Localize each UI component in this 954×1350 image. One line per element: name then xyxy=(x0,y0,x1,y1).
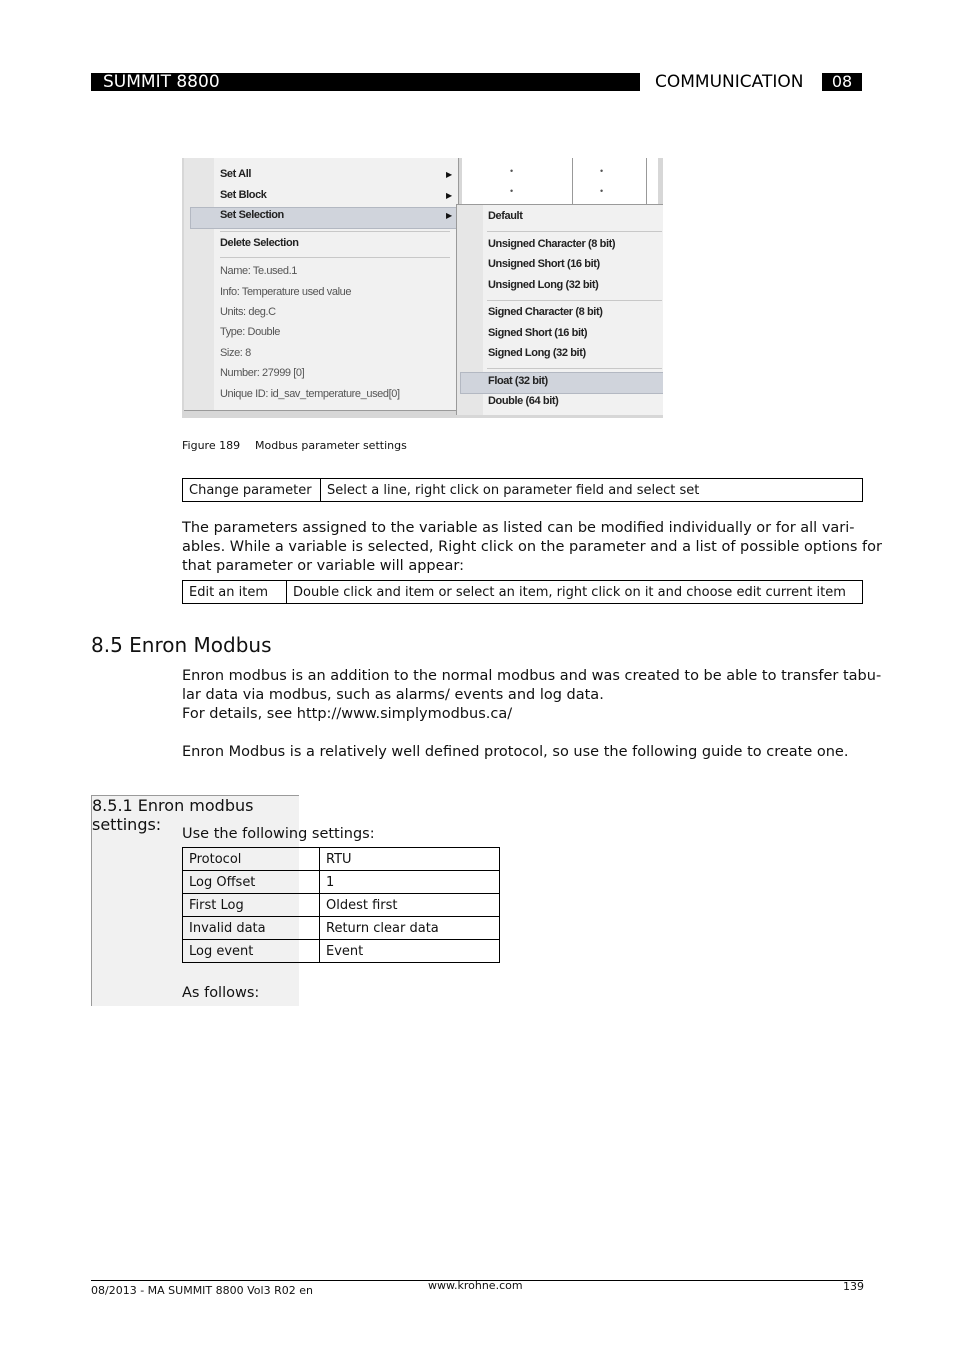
menu-item-set-all[interactable]: Set All xyxy=(220,168,252,180)
setting-name: First Log xyxy=(183,894,320,917)
info-description: Info: Temperature used value xyxy=(220,286,352,298)
table-row xyxy=(183,917,500,940)
header-section: COMMUNICATION xyxy=(655,72,804,92)
para-line: Enron Modbus is a relatively well defined protocol, so use the following guide to create one. xyxy=(182,744,849,760)
submenu-item-unsigned-long[interactable]: Unsigned Long (32 bit) xyxy=(488,279,599,291)
menu-item-delete-selection[interactable]: Delete Selection xyxy=(220,237,299,249)
setting-name: Protocol xyxy=(183,848,320,871)
info-size: Size: 8 xyxy=(220,347,251,359)
edit-item-table xyxy=(182,580,863,604)
paragraph-parameters xyxy=(182,519,882,576)
caption-text: Modbus parameter settings xyxy=(255,439,407,452)
submenu-item-unsigned-short[interactable]: Unsigned Short (16 bit) xyxy=(488,258,600,270)
settings-intro: Use the following settings: xyxy=(182,826,375,842)
footer-website[interactable]: www.krohne.com xyxy=(428,1279,523,1292)
section-title: 8.5 Enron Modbus xyxy=(91,633,272,657)
para-line: Enron modbus is an addition to the normal modbus and was created to be able to transfer tabu- xyxy=(182,668,882,684)
info-number: Number: 27999 [0] xyxy=(220,367,305,379)
setting-value: RTU xyxy=(320,848,500,871)
setting-value: Event xyxy=(320,940,500,963)
data-type-submenu xyxy=(456,204,663,415)
as-follows: As follows: xyxy=(182,985,260,1001)
paragraph-enron xyxy=(182,667,881,762)
submenu-arrow-icon: ▶ xyxy=(446,211,453,220)
table-row xyxy=(183,894,500,917)
para-line: that parameter or variable will appear: xyxy=(182,558,465,574)
para-line: lar data via modbus, such as alarms/ events and log data. xyxy=(182,687,604,703)
table-value: Select a line, right click on parameter field and select set xyxy=(321,479,863,502)
settings-table xyxy=(182,847,500,963)
footer-page-number: 139 xyxy=(843,1280,864,1293)
submenu-arrow-icon: ▶ xyxy=(446,170,453,179)
change-parameter-table xyxy=(182,478,863,502)
setting-name: Invalid data xyxy=(183,917,320,940)
setting-value: Return clear data xyxy=(320,917,500,940)
context-menu xyxy=(184,158,459,411)
submenu-item-signed-short[interactable]: Signed Short (16 bit) xyxy=(488,327,588,339)
modbus-context-menu-screenshot xyxy=(182,158,663,418)
parameter-grid: • • • • xyxy=(462,158,658,204)
submenu-item-signed-char[interactable]: Signed Character (8 bit) xyxy=(488,306,603,318)
subsection-title: 8.5.1 Enron modbus settings: xyxy=(91,795,299,1006)
para-line: The parameters assigned to the variable as listed can be modified individually or for all vari- xyxy=(182,520,855,536)
submenu-item-unsigned-char[interactable]: Unsigned Character (8 bit) xyxy=(488,238,616,250)
info-unique-id: Unique ID: id_sav_temperature_used[0] xyxy=(220,388,400,400)
table-row xyxy=(183,848,500,871)
para-line: ables. While a variable is selected, Right click on the parameter and a list of possible options for xyxy=(182,539,882,555)
info-type: Type: Double xyxy=(220,326,281,338)
submenu-item-float[interactable]: Float (32 bit) xyxy=(488,375,548,387)
submenu-item-double[interactable]: Double (64 bit) xyxy=(488,395,559,407)
info-units: Units: deg.C xyxy=(220,306,276,318)
submenu-item-default[interactable]: Default xyxy=(488,210,523,222)
para-line: For details, see http://www.simplymodbus.ca/ xyxy=(182,706,513,722)
table-label: Change parameter xyxy=(183,479,321,502)
setting-value: 1 xyxy=(320,871,500,894)
table-label: Edit an item xyxy=(183,581,287,604)
header-product: SUMMIT 8800 xyxy=(103,72,220,92)
figure-caption xyxy=(182,439,407,452)
submenu-arrow-icon: ▶ xyxy=(446,191,453,200)
setting-name: Log event xyxy=(183,940,320,963)
setting-name: Log Offset xyxy=(183,871,320,894)
table-row xyxy=(183,871,500,894)
caption-number: Figure 189 xyxy=(182,439,241,452)
footer-doc-id: 08/2013 - MA SUMMIT 8800 Vol3 R02 en xyxy=(91,1284,313,1297)
table-row xyxy=(183,940,500,963)
submenu-item-signed-long[interactable]: Signed Long (32 bit) xyxy=(488,347,586,359)
menu-item-set-selection[interactable]: Set Selection xyxy=(220,209,284,221)
info-name: Name: Te.used.1 xyxy=(220,265,297,277)
menu-item-set-block[interactable]: Set Block xyxy=(220,189,267,201)
header-chapter: 08 xyxy=(822,73,862,91)
table-value: Double click and item or select an item, right click on it and choose edit current item xyxy=(287,581,863,604)
setting-value: Oldest first xyxy=(320,894,500,917)
